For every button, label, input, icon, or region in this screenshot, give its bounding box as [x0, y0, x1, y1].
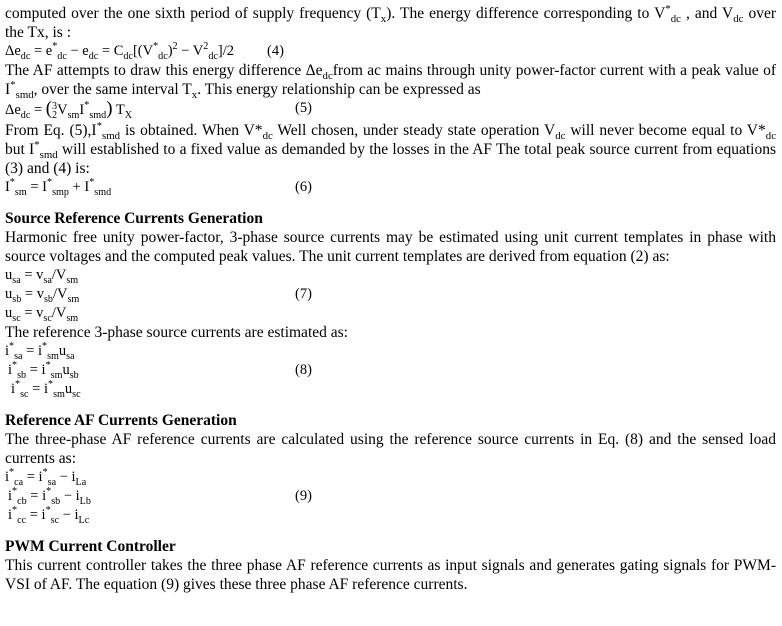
- paragraph-harmonic-free: Harmonic free unity power-factor, 3-phase source currents may be estimated using unit current templates in phase with source voltages and the computed peak values. The unit current templates are derived from equation (2) as:: [5, 229, 776, 265]
- paragraph-energy-difference: computed over the one sixth period of supply frequency $(T_x)$. The energy difference corresponding to $V^*_{dc}$ , and $V_{dc}$ over the Tx, is :: [5, 2, 777, 41]
- equation-8-number: (8): [295, 362, 312, 378]
- equation-6-number: (6): [295, 179, 312, 195]
- paragraph-three-phase-af: The three-phase AF reference currents are calculated using the reference source currents in Eq. (8) and the sensed load currents as:: [5, 431, 776, 467]
- equation-8: $i^*_{sa} = i^*_{sm}u_{sa}$ $i^*_{sb} = i^*_{sm}u_{sb}$ (8) $i^*_{sc} = i^*_{sm}u_{sc}$: [5, 341, 312, 400]
- paragraph-reference-source: The reference 3-phase source currents are estimated as:: [5, 324, 348, 341]
- paragraph-from-eq5: From Eq. $(5),I^*_{smd}$ is obtained. When $V*_{dc}$ Well chosen, under steady state operation $V_{dc}$ will never become equal to $V*_{dc}$ but $I^*_{smd}$ will established to a fixed value as demanded by the losses in the AF The total peak source current from equations (3) and (4) is:: [5, 119, 777, 177]
- equation-7-number: (7): [295, 286, 312, 302]
- equation-4-number: (4): [267, 43, 284, 59]
- equation-9-number: (9): [295, 488, 312, 504]
- section-heading-source-reference: Source Reference Currents Generation: [5, 210, 263, 227]
- section-heading-pwm: PWM Current Controller: [5, 538, 176, 555]
- equation-7: $u_{sa} = v_{sa}/V_{sm}$ $u_{sb} = v_{sb}/V_{sm}$ (7) $u_{sc} = v_{sc}/V_{sm}$: [5, 267, 312, 324]
- equation-9: $i^*_{ca} = i^*_{sa} - i_{La}$ $i^*_{cb} = i^*_{sb} - i_{Lb}$ (9) $i^*_{cc} = i^*_{sc} - i_{Lc}$: [5, 467, 312, 526]
- equation-5-number: (5): [295, 100, 312, 116]
- paragraph-pwm-controller: This current controller takes the three phase AF reference currents as input signals and generates gating signals for PWM-VSI of AF. The equation (9) gives these three phase AF reference currents.: [5, 557, 776, 593]
- paragraph-af-draw: The AF attempts to draw this energy difference $\Delta e_{dc}from$ ac mains through unity power-factor current with a peak value of $I^*_{smd}$, over the same interval $T_x$. This energy relationship can be expressed as: [5, 62, 776, 102]
- equation-6: $I^*_{sm} = I^*_{smp} + I^*_{smd}$ (6): [5, 177, 312, 198]
- equation-5: $\Delta e_{dc} = (3$ $2V_{sm}I^*_{smd}$) $T_X$ (5): [5, 98, 312, 121]
- equation-4: $\Delta e_{dc} = e^*_{dc} - e_{dc} = C_{dc}[(V^*_{dc})^2 - V^2_{dc}]/2$ (4): [5, 41, 284, 62]
- section-heading-reference-af: Reference AF Currents Generation: [5, 412, 237, 429]
